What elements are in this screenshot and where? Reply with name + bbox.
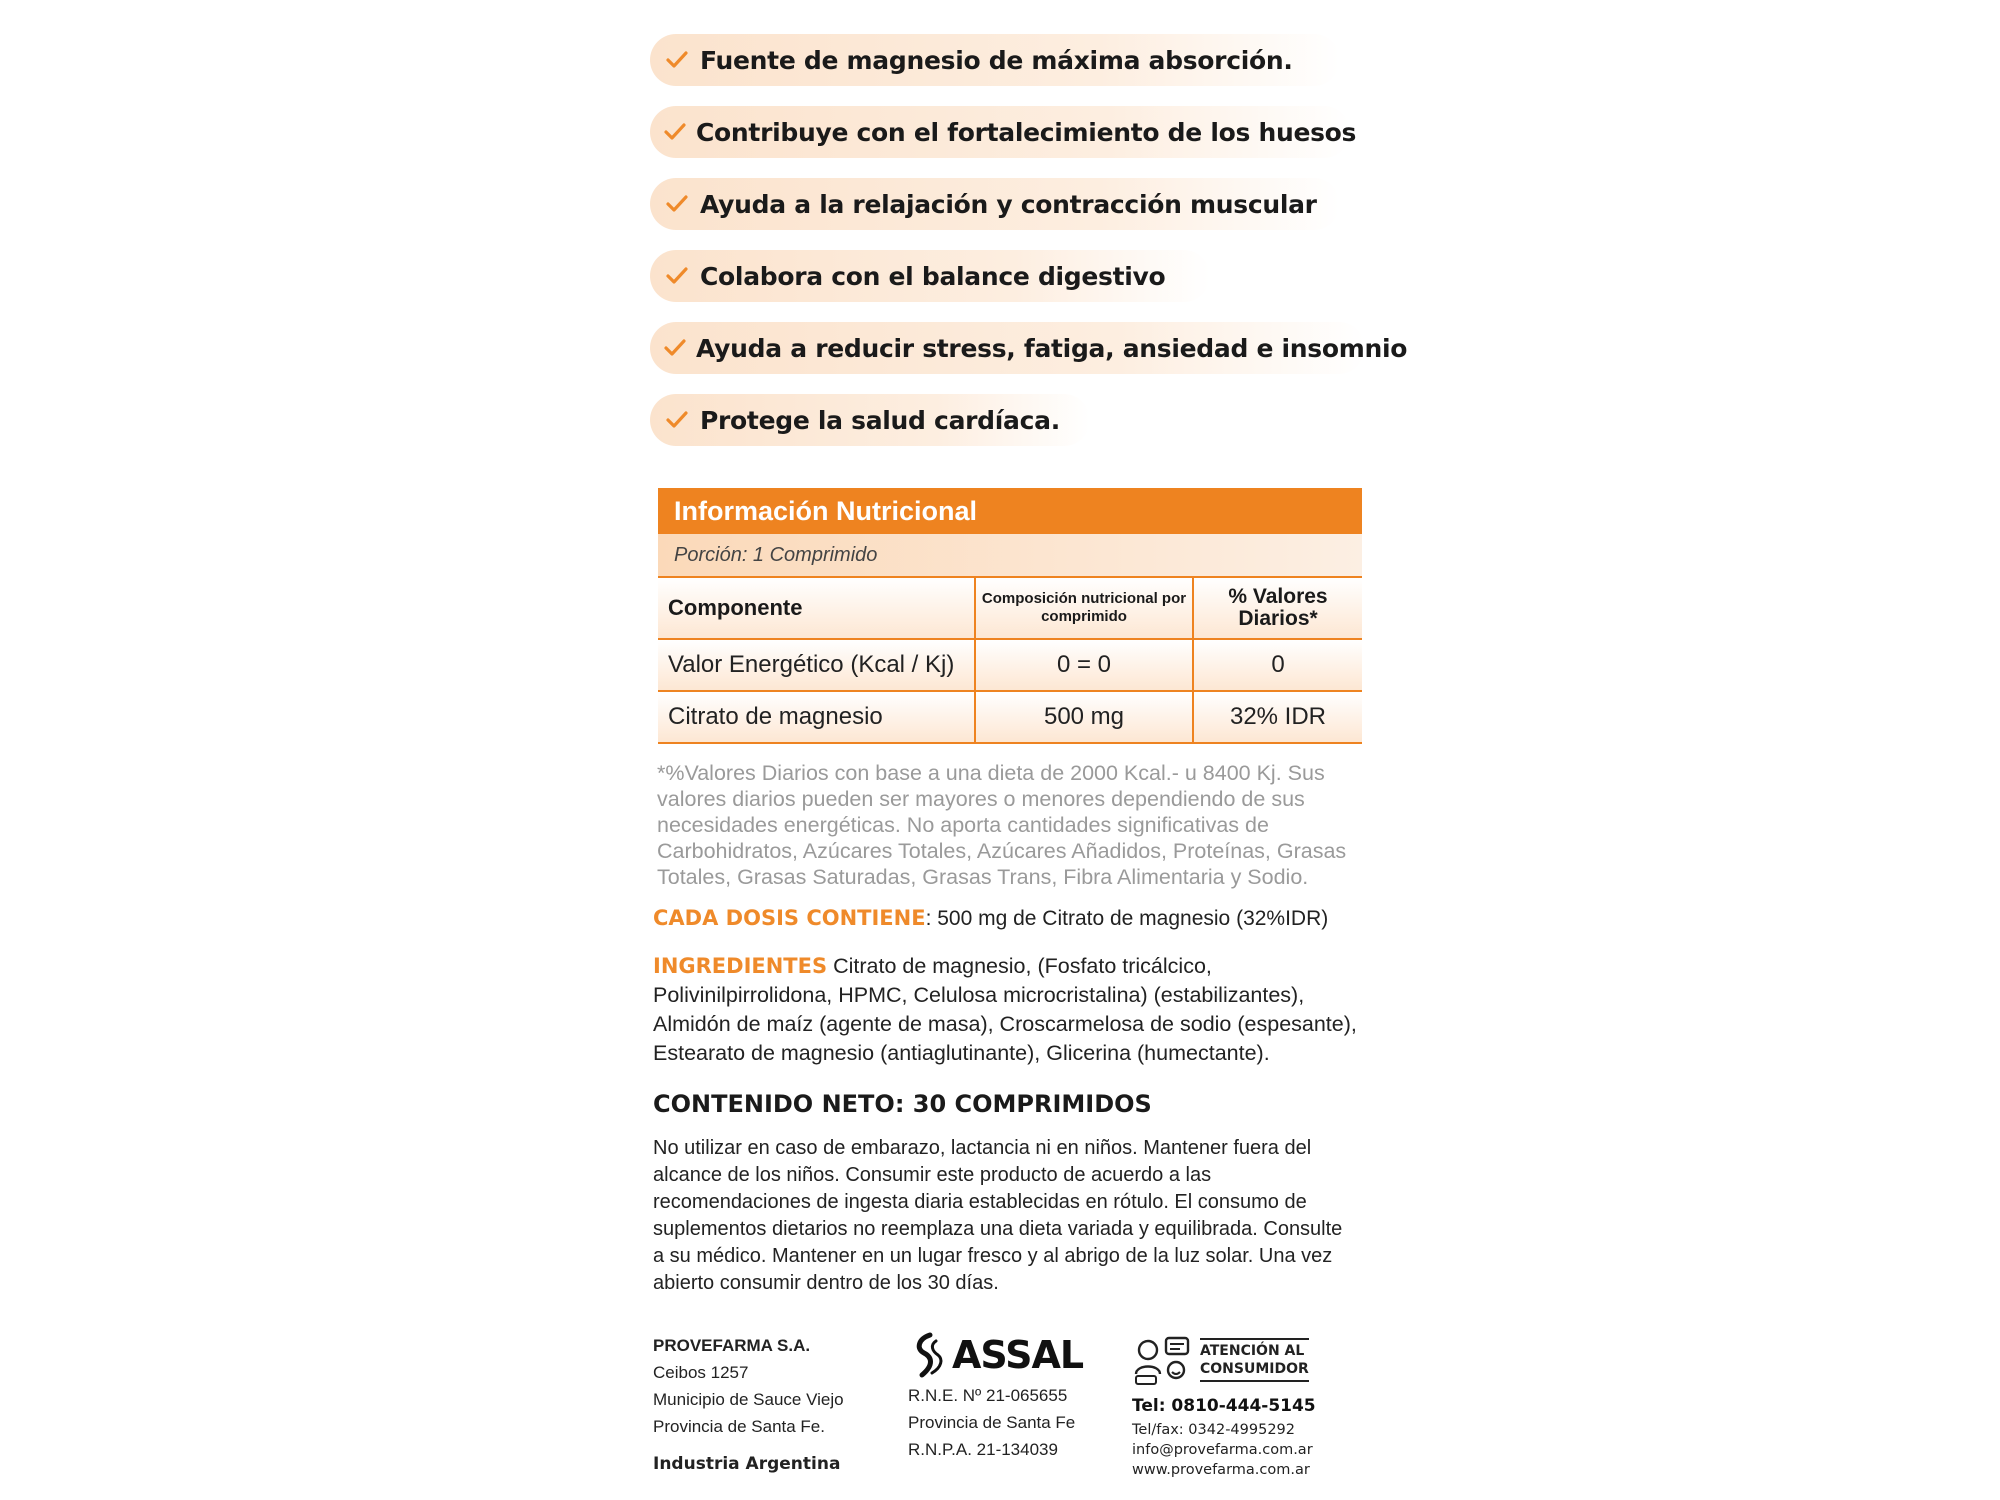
check-icon (664, 407, 690, 433)
benefit-item (650, 178, 1340, 230)
address-line: Ceibos 1257 (653, 1363, 749, 1382)
column-header-component: Componente (658, 578, 976, 638)
column-header-daily-values: % Valores Diarios* (1228, 585, 1328, 630)
table-row (658, 692, 1362, 744)
daily-values-footnote: *%Valores Diarios con base a una dieta de 2000 Kcal.- u 8400 Kj. Sus valores diarios pueden ser mayores o menores dependiendo de sus necesidades energéticas. No aporta cantidades significativas de Carbohidratos, Azúcares Totales, Azúcares Añadidos, Proteínas, Grasas Totales, Grasas Saturadas, Grasas Trans, Fibra Alimentaria y Sodio. (657, 761, 1347, 889)
address-line: Provincia de Santa Fe. (653, 1417, 825, 1436)
assal-block (908, 1330, 1083, 1463)
benefit-text: Colabora con el balance digestivo (700, 261, 1166, 291)
assal-wordmark: ASSAL (952, 1333, 1084, 1377)
benefit-item (650, 250, 1210, 302)
telfax: Tel/fax: 0342-4995292 (1132, 1422, 1296, 1438)
check-icon (664, 191, 690, 217)
rnpa-number: R.N.P.A. 21-134039 (908, 1440, 1058, 1459)
website: www.provefarma.com.ar (1132, 1462, 1310, 1478)
check-icon (664, 263, 690, 289)
check-icon (664, 47, 690, 73)
dose-text: : 500 mg de Citrato de magnesio (32%IDR) (925, 907, 1329, 930)
assal-emblem-icon (908, 1331, 948, 1379)
benefit-text: Protege la salud cardíaca. (700, 405, 1060, 435)
nutrition-title: Información Nutricional (658, 488, 1362, 534)
table-cell: Valor Energético (Kcal / Kj) (658, 640, 976, 690)
table-row (658, 640, 1362, 692)
table-cell: 500 mg (976, 692, 1194, 742)
benefit-item (650, 322, 1408, 374)
assal-province: Provincia de Santa Fe (908, 1413, 1076, 1432)
company-name: PROVEFARMA S.A. (653, 1336, 811, 1355)
rne-number: R.N.E. Nº 21-065655 (908, 1386, 1068, 1405)
warning-text: No utilizar en caso de embarazo, lactancia ni en niños. Mantener fuera del alcance de los niños. Consumir este producto de acuerdo a las recomendaciones de ingesta diaria establecidas en rótulo. El consumo de suplementos dietarios no reemplaza una dieta variada y equilibrada. Consulte a su médico. Mantener en un lugar fresco y al abrigo de la luz solar. Una vez abierto consumir dentro de los 30 días. (653, 1137, 1343, 1294)
assal-logo (908, 1330, 1083, 1380)
benefit-text: Ayuda a reducir stress, fatiga, ansiedad e insomnio (696, 333, 1408, 363)
check-icon (664, 119, 686, 145)
nutrition-table (658, 488, 1362, 744)
table-header-row (658, 578, 1362, 640)
benefit-text: Contribuye con el fortalecimiento de los huesos (696, 117, 1357, 147)
consumer-service-label (1200, 1338, 1309, 1382)
origin-label: Industria Argentina (653, 1454, 841, 1474)
serving-size: Porción: 1 Comprimido (658, 534, 1362, 578)
check-icon (664, 335, 686, 361)
column-header-composition: Composición nutricional por comprimido (976, 578, 1194, 638)
benefit-item (650, 394, 1090, 446)
table-cell: Citrato de magnesio (658, 692, 976, 742)
benefit-item (650, 106, 1357, 158)
ingredients-text: Citrato de magnesio, (Fosfato tricálcico, Polivinilpirrolidona, HPMC, Celulosa microcristalina) (estabilizantes), Almidón de maíz (agente de masa), Croscarmelosa de sodio (espesante), Estearato de magnesio (antiaglutinante), Glicerina (humectante). (653, 954, 1357, 1065)
dose-statement (653, 906, 1328, 931)
email: info@provefarma.com.ar (1132, 1442, 1313, 1458)
consumer-service-label-line: CONSUMIDOR (1200, 1361, 1309, 1377)
consumer-phone: Tel: 0810-444-5145 (1132, 1396, 1316, 1416)
benefit-item (650, 34, 1340, 86)
table-cell: 32% IDR (1229, 703, 1327, 730)
table-cell: 0 = 0 (976, 640, 1194, 690)
manufacturer-info (653, 1332, 844, 1440)
consumer-service-icon (1132, 1334, 1194, 1386)
consumer-service (1132, 1334, 1316, 1480)
net-content: CONTENIDO NETO: 30 COMPRIMIDOS (653, 1090, 1152, 1118)
dose-label: CADA DOSIS CONTIENE (653, 906, 926, 930)
benefit-text: Ayuda a la relajación y contracción muscular (700, 189, 1317, 219)
ingredients (653, 952, 1367, 1068)
table-cell: 0 (1271, 651, 1285, 678)
ingredients-label: INGREDIENTES (653, 954, 828, 978)
benefit-text: Fuente de magnesio de máxima absorción. (700, 45, 1293, 75)
address-line: Municipio de Sauce Viejo (653, 1390, 844, 1409)
consumer-service-label-line: ATENCIÓN AL (1200, 1343, 1305, 1359)
